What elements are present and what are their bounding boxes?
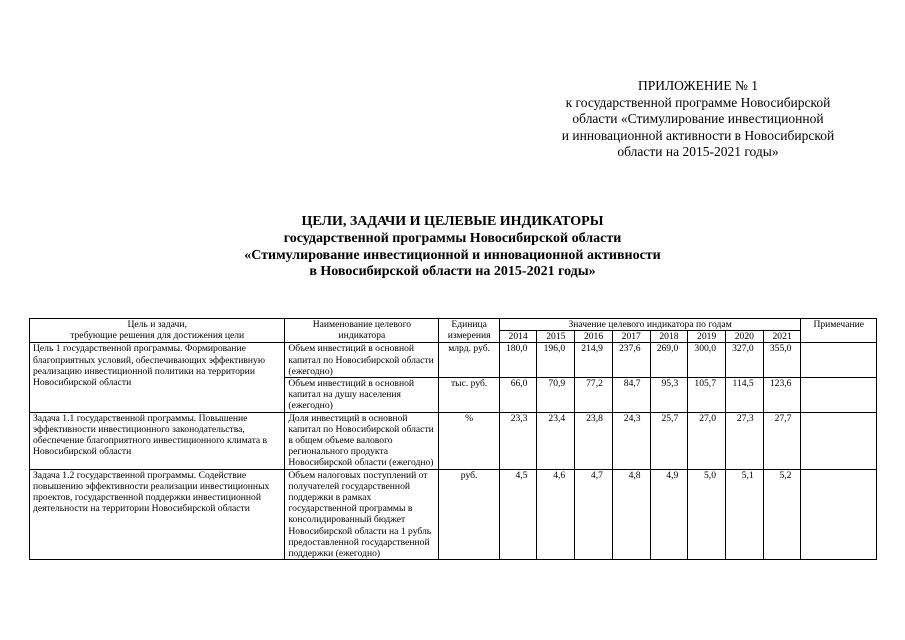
value-cell: 66,0 [499, 378, 537, 413]
value-cell: 24,3 [612, 412, 650, 469]
value-cell: 114,5 [726, 378, 764, 413]
value-cell: 180,0 [499, 343, 537, 378]
title-line: государственной программы Новосибирской области [283, 230, 622, 246]
table-row [30, 469, 877, 560]
appendix-line: и инновационной активности в Новосибирской [561, 127, 835, 143]
header-unit-line: измерения [447, 330, 491, 342]
header-row [30, 319, 877, 331]
note-cell [801, 378, 877, 413]
indicator-cell: Объем инвестиций в основной капитал на душу населения (ежегодно) [285, 378, 439, 413]
value-cell: 23,4 [537, 412, 575, 469]
appendix-line: области «Стимулирование инвестиционной [572, 111, 824, 127]
appendix-header [528, 78, 868, 161]
title-line: в Новосибирской области на 2015-2021 годы» [309, 264, 596, 280]
note-cell [801, 412, 877, 469]
header-year: 2020 [726, 331, 764, 343]
value-cell: 84,7 [612, 378, 650, 413]
appendix-number: ПРИЛОЖЕНИЕ № 1 [637, 78, 759, 93]
value-cell: 70,9 [537, 378, 575, 413]
title-line: ЦЕЛИ, ЗАДАЧИ И ЦЕЛЕВЫЕ ИНДИКАТОРЫ [301, 214, 604, 229]
value-cell: 269,0 [650, 343, 688, 378]
unit-cell: млрд. руб. [439, 343, 499, 378]
indicator-cell: Доля инвестиций в основной капитал по Новосибирской области в общем объеме валового регионального продукта Новосибирской области (ежегодно) [285, 412, 439, 469]
indicator-cell: Объем налоговых поступлений от получателей государственной поддержки в рамках государственной программы в консолидированный бюджет Новосибирской области на 1 рубль предоставленной государственной поддержки (ежегодно) [285, 469, 439, 560]
table-row [30, 343, 877, 378]
header-unit-line: Единица [451, 319, 487, 330]
header-goal-line: Цель и задачи, [127, 319, 187, 330]
header-year: 2018 [650, 331, 688, 343]
value-cell: 5,2 [763, 469, 801, 560]
value-cell: 237,6 [612, 343, 650, 378]
appendix-line: к государственной программе Новосибирской [565, 94, 831, 110]
value-cell: 5,1 [726, 469, 764, 560]
goal-cell: Задача 1.2 государственной программы. Содействие повышению эффективности реализации инвестиционных проектов, государственной поддержки инвестиционной деятельности на территории Новосибирской области [30, 469, 285, 560]
value-cell: 23,3 [499, 412, 537, 469]
value-cell: 77,2 [575, 378, 613, 413]
value-cell: 95,3 [650, 378, 688, 413]
unit-cell: тыс. руб. [439, 378, 499, 413]
value-cell: 355,0 [763, 343, 801, 378]
value-cell: 123,6 [763, 378, 801, 413]
header-year: 2016 [575, 331, 613, 343]
header-indicator [285, 319, 439, 343]
indicators-table [29, 318, 877, 560]
value-cell: 327,0 [726, 343, 764, 378]
header-goal-line: требующие решения для достижения цели [70, 330, 245, 342]
header-note: Примечание [801, 319, 877, 343]
document-title [0, 214, 905, 281]
value-cell: 4,8 [612, 469, 650, 560]
header-year: 2015 [537, 331, 575, 343]
header-unit [439, 319, 499, 343]
header-values: Значение целевого индикатора по годам [499, 319, 801, 331]
value-cell: 4,7 [575, 469, 613, 560]
value-cell: 214,9 [575, 343, 613, 378]
header-indicator-line: Наименование целевого [312, 319, 412, 330]
goal-cell: Цель 1 государственной программы. Формирование благоприятных условий, обеспечивающих эффективную реализацию инвестиционной политики на территории Новосибирской области [30, 343, 285, 412]
value-cell: 27,3 [726, 412, 764, 469]
value-cell: 27,7 [763, 412, 801, 469]
title-line: «Стимулирование инвестиционной и инновационной активности [244, 247, 661, 263]
value-cell: 5,0 [688, 469, 726, 560]
note-cell [801, 469, 877, 560]
unit-cell: руб. [439, 469, 499, 560]
value-cell: 4,6 [537, 469, 575, 560]
note-cell [801, 343, 877, 378]
value-cell: 25,7 [650, 412, 688, 469]
value-cell: 196,0 [537, 343, 575, 378]
value-cell: 300,0 [688, 343, 726, 378]
table-row [30, 412, 877, 469]
value-cell: 4,5 [499, 469, 537, 560]
header-year: 2017 [612, 331, 650, 343]
indicator-cell: Объем инвестиций в основной капитал по Новосибирской области (ежегодно) [285, 343, 439, 378]
unit-cell: % [439, 412, 499, 469]
header-year: 2014 [499, 331, 537, 343]
header-goal [30, 319, 285, 343]
value-cell: 23,8 [575, 412, 613, 469]
appendix-line: области на 2015-2021 годы» [617, 144, 779, 160]
value-cell: 105,7 [688, 378, 726, 413]
header-year: 2021 [763, 331, 801, 343]
value-cell: 4,9 [650, 469, 688, 560]
table-body [30, 343, 877, 560]
header-year: 2019 [688, 331, 726, 343]
goal-cell: Задача 1.1 государственной программы. Повышение эффективности инвестиционного законодательства, обеспечение благоприятного инвестиционного климата в Новосибирской области [30, 412, 285, 469]
header-indicator-line: индикатора [338, 330, 386, 342]
value-cell: 27,0 [688, 412, 726, 469]
